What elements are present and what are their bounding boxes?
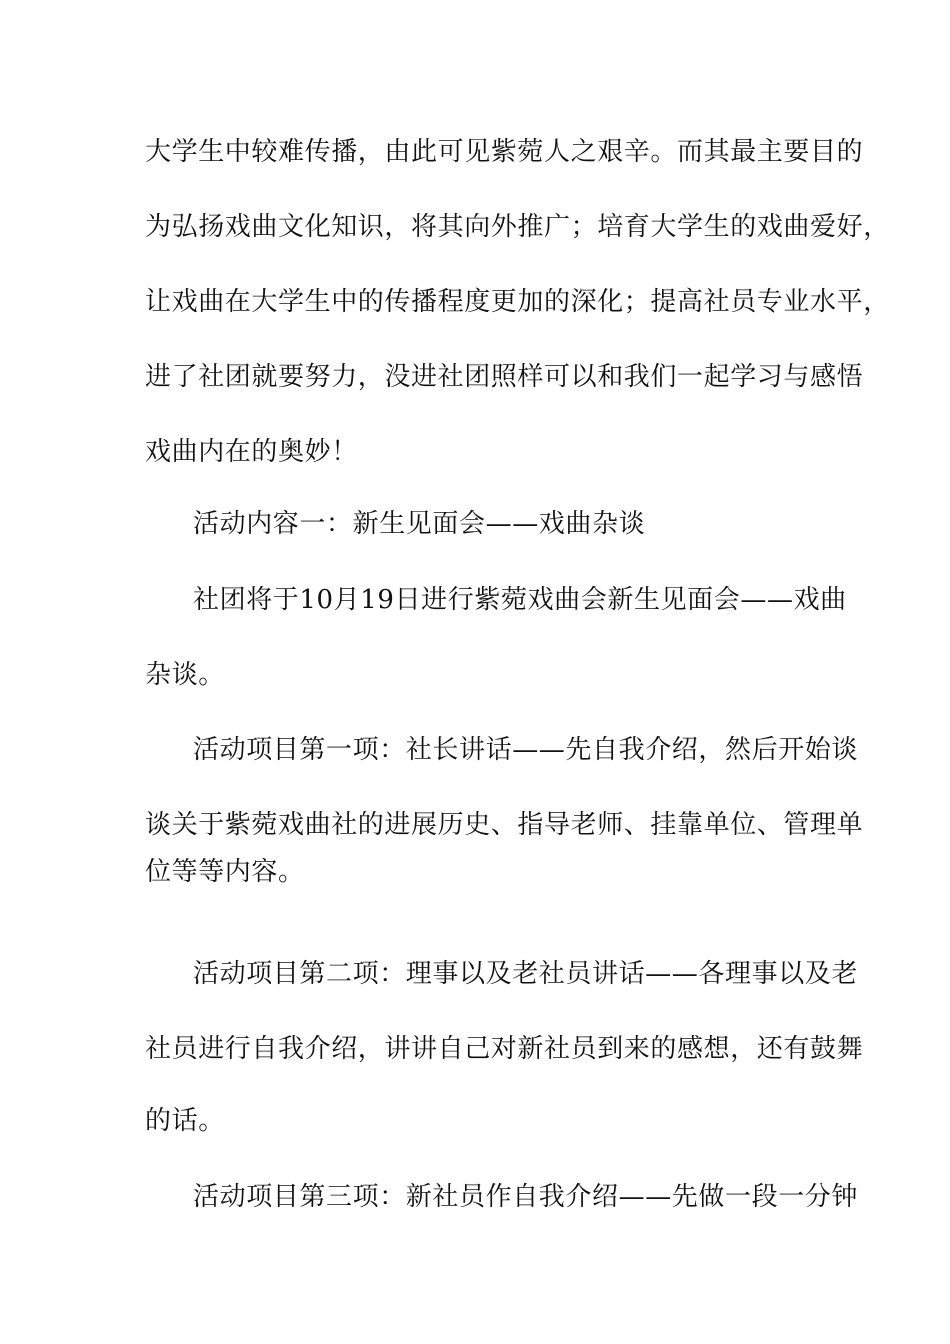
text-line: 让戏曲在大学生中的传播程度更加的深化；提高社员专业水平， xyxy=(145,287,890,317)
section-heading: 活动内容一：新生见面会——戏曲杂谈 xyxy=(193,509,646,539)
text-line: 社团将于10月19日进行紫菀戏曲会新生见面会——戏曲 xyxy=(193,585,847,615)
text-line: 社员进行自我介绍，讲讲自己对新社员到来的感想，还有鼓舞 xyxy=(145,1034,864,1064)
text-line: 为弘扬戏曲文化知识，将其向外推广；培育大学生的戏曲爱好， xyxy=(145,212,890,242)
text-line: 大学生中较难传播，由此可见紫菀人之艰辛。而其最主要目的 xyxy=(145,137,864,167)
text-line: 戏曲内在的奥妙！ xyxy=(145,437,358,467)
text-line: 活动项目第三项：新社员作自我介绍——先做一段一分钟 xyxy=(193,1182,859,1212)
text-line: 谈关于紫菀戏曲社的进展历史、指导老师、挂靠单位、管理单 xyxy=(145,810,864,840)
text-line: 的话。 xyxy=(145,1106,225,1136)
text-line: 活动项目第二项：理事以及老社员讲话——各理事以及老 xyxy=(193,959,859,989)
text-line: 杂谈。 xyxy=(145,660,225,690)
text-line: 活动项目第一项：社长讲话——先自我介绍，然后开始谈 xyxy=(193,735,859,765)
text-line: 位等等内容。 xyxy=(145,857,305,887)
text-line: 进了社团就要努力，没进社团照样可以和我们一起学习与感悟 xyxy=(145,362,864,392)
